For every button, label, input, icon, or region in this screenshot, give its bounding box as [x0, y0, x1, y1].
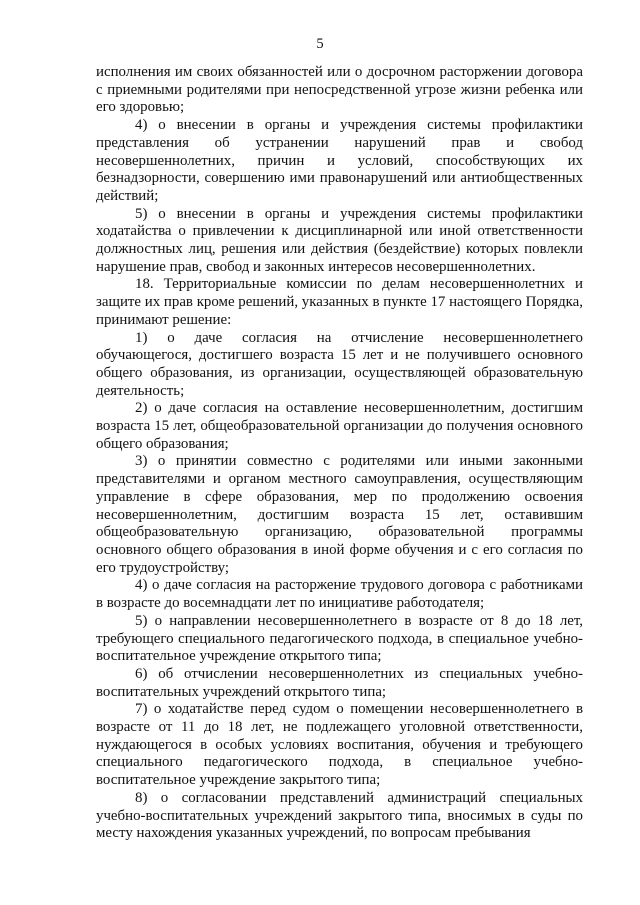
paragraph-item-2-leaving-consent: 2) о даче согласия на оставление несовершеннолетним, достигшим возраста 15 лет, общеобразовательной организации до получения основного общего образования;	[96, 400, 583, 452]
paragraph-item-8-closed-institution: 8) о согласовании представлений администраций специальных учебно-воспитательных учреждений закрытого типа, вносимых в суды по месту нахождения указанных учреждений, по вопросам пребывания	[96, 789, 583, 842]
paragraph-item-6-open-institution-expulsion: 6) об отчислении несовершеннолетних из специальных учебно-воспитательных учреждений открытого типа;	[96, 665, 583, 700]
paragraph-item-5-petition: 5) о внесении в органы и учреждения системы профилактики ходатайства о привлечении к дисциплинарной или иной ответственности должностных лиц, решения или действия (бездействие) которых повлекли нарушение прав, свобод и законных интересов несовершеннолетних.	[96, 205, 583, 275]
paragraph-item-4-notification: 4) о внесении в органы и учреждения системы профилактики представления об устранении нарушений прав и свобод несовершеннолетних, причин и условий, способствующих их безнадзорности, совершению ими правонарушений или антиобщественных действий;	[96, 117, 583, 204]
document-body	[96, 64, 583, 843]
paragraph-section-18: 18. Территориальные комиссии по делам несовершеннолетних и защите их прав кроме решений, указанных в пункте 17 настоящего Порядка, принимают решение:	[96, 276, 583, 328]
paragraph-item-3-joint-measures: 3) о принятии совместно с родителями или иными законными представителями и органом местного самоуправления, осуществляющим управление в сфере образования, мер по продолжению освоения несовершеннолетним, достигшим возраста 15 лет, оставившим общеобразовательную организацию, образовательной программы основного общего образования в иной форме обучения и с его согласия по его трудоустройству;	[96, 453, 583, 576]
paragraph-item-7-court-petition: 7) о ходатайстве перед судом о помещении несовершеннолетнего в возрасте от 11 до 18 лет, не подлежащего уголовной ответственности, нуждающегося в особых условиях воспитания, обучения и требующего специального педагогического подхода, в специальное учебно-воспитательное учреждение закрытого типа;	[96, 701, 583, 789]
paragraph-item-1-expulsion-consent: 1) о даче согласия на отчисление несовершеннолетнего обучающегося, достигшего возраста 15 лет и не получившего основного общего образования, из организации, осуществляющей образовательную деятельность;	[96, 329, 583, 399]
paragraph-item-4-contract-termination: 4) о даче согласия на расторжение трудового договора с работниками в возрасте до восемнадцати лет по инициативе работодателя;	[96, 577, 583, 612]
paragraph-item-5-open-institution: 5) о направлении несовершеннолетнего в возрасте от 8 до 18 лет, требующего специального педагогического подхода, в специальное учебно-воспитательное учреждение открытого типа;	[96, 612, 583, 665]
page-number: 5	[316, 36, 324, 52]
paragraph-continuation: исполнения им своих обязанностей или о досрочном расторжении договора с приемными родителями при непосредственной угрозе жизни ребенка или его здоровью;	[96, 64, 583, 116]
